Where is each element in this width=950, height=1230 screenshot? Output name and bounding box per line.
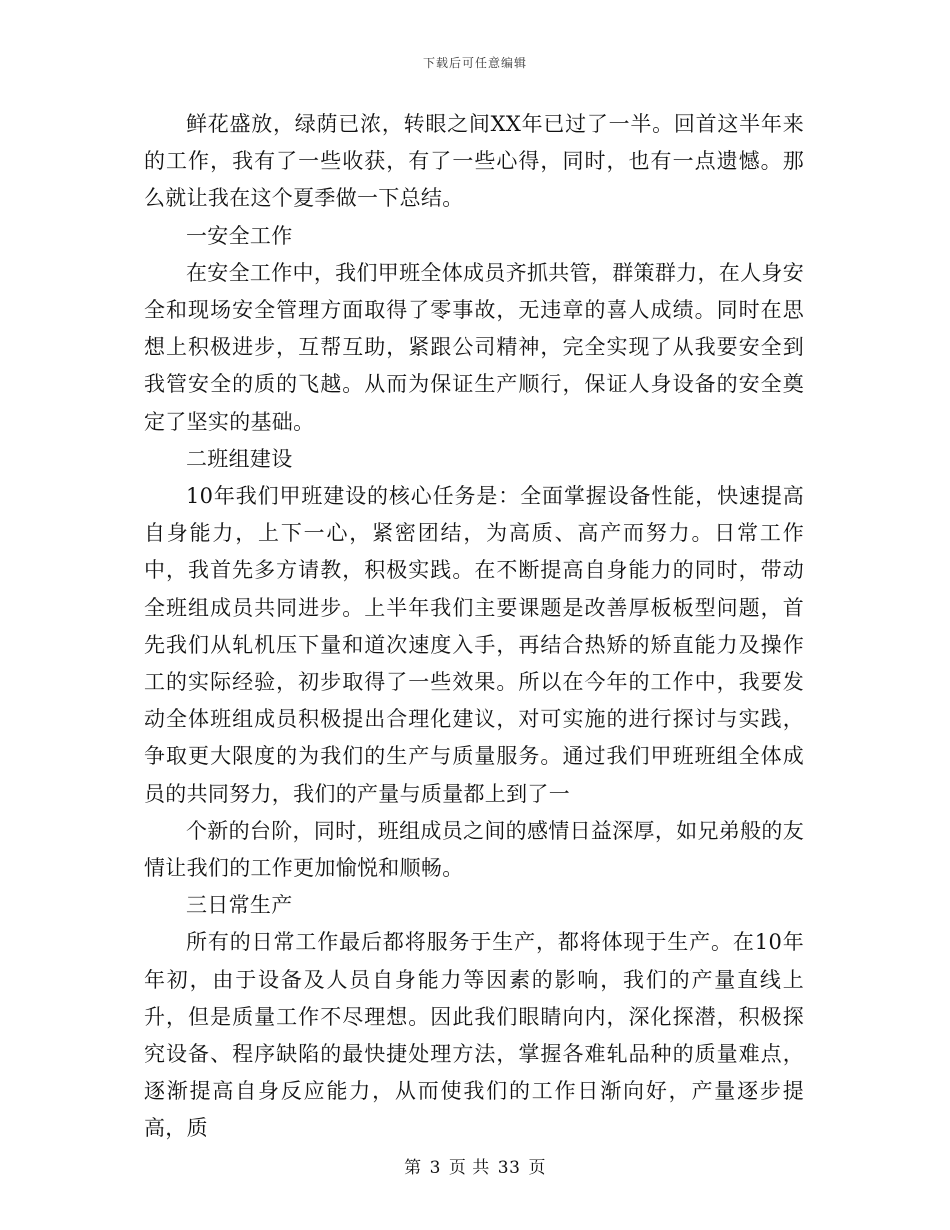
section-heading-production: 三日常生产 <box>186 893 293 918</box>
section-heading-team: 二班组建设 <box>186 446 293 471</box>
footer-middle: 页 共 <box>448 1158 490 1178</box>
footer-suffix: 页 <box>528 1158 546 1178</box>
footer-page-number: 3 <box>429 1158 441 1178</box>
footer-total-pages: 33 <box>497 1158 521 1178</box>
paragraph-safety: 在安全工作中，我们甲班全体成员齐抓共管，群策群力，在人身安全和现场安全管理方面取得了零事故，无违章的喜人成绩。同时在思想上积极进步，互帮互助，紧跟公司精神，完全实现了从我要安全到我管安全的质的飞越。从而为保证生产顺行，保证人身设备的安全奠定了坚实的基础。 <box>144 260 804 434</box>
paragraph-intro: 鲜花盛放，绿荫已浓，转眼之间XX年已过了一半。回首这半年来的工作，我有了一些收获，有了一些心得，同时，也有一点遗憾。那么就让我在这个夏季做一下总结。 <box>144 112 804 211</box>
section-heading-safety: 一安全工作 <box>186 223 293 248</box>
paragraph-team-continued: 个新的台阶，同时，班组成员之间的感情日益深厚，如兄弟般的友情让我们的工作更加愉悦和顺畅。 <box>144 818 804 881</box>
page-footer <box>0 1153 950 1178</box>
document-body <box>144 106 804 1148</box>
paragraph-production: 所有的日常工作最后都将服务于生产，都将体现于生产。在10年年初，由于设备及人员自身能力等因素的影响，我们的产量直线上升，但是质量工作不尽理想。因此我们眼睛向内，深化探潜，积极探究设备、程序缺陷的最快捷处理方法，掌握各难轧品种的质量难点，逐渐提高自身反应能力，从而使我们的工作日渐向好，产量逐步提高，质 <box>144 930 804 1141</box>
header-note: 下载后可任意编辑 <box>422 56 527 70</box>
paragraph-team: 10年我们甲班建设的核心任务是：全面掌握设备性能，快速提高自身能力，上下一心，紧密团结，为高质、高产而努力。日常工作中，我首先多方请教，积极实践。在不断提高自身能力的同时，带动全班组成员共同进步。上半年我们主要课题是改善厚板板型问题，首先我们从轧机压下量和道次速度入手，再结合热矫的矫直能力及操作工的实际经验，初步取得了一些效果。所以在今年的工作中，我要发动全体班组成员积极提出合理化建议，对可实施的进行探讨与实践，争取更大限度的为我们的生产与质量服务。通过我们甲班班组全体成员的共同努力，我们的产量与质量都上到了一 <box>144 484 804 806</box>
footer-prefix: 第 <box>404 1158 422 1178</box>
